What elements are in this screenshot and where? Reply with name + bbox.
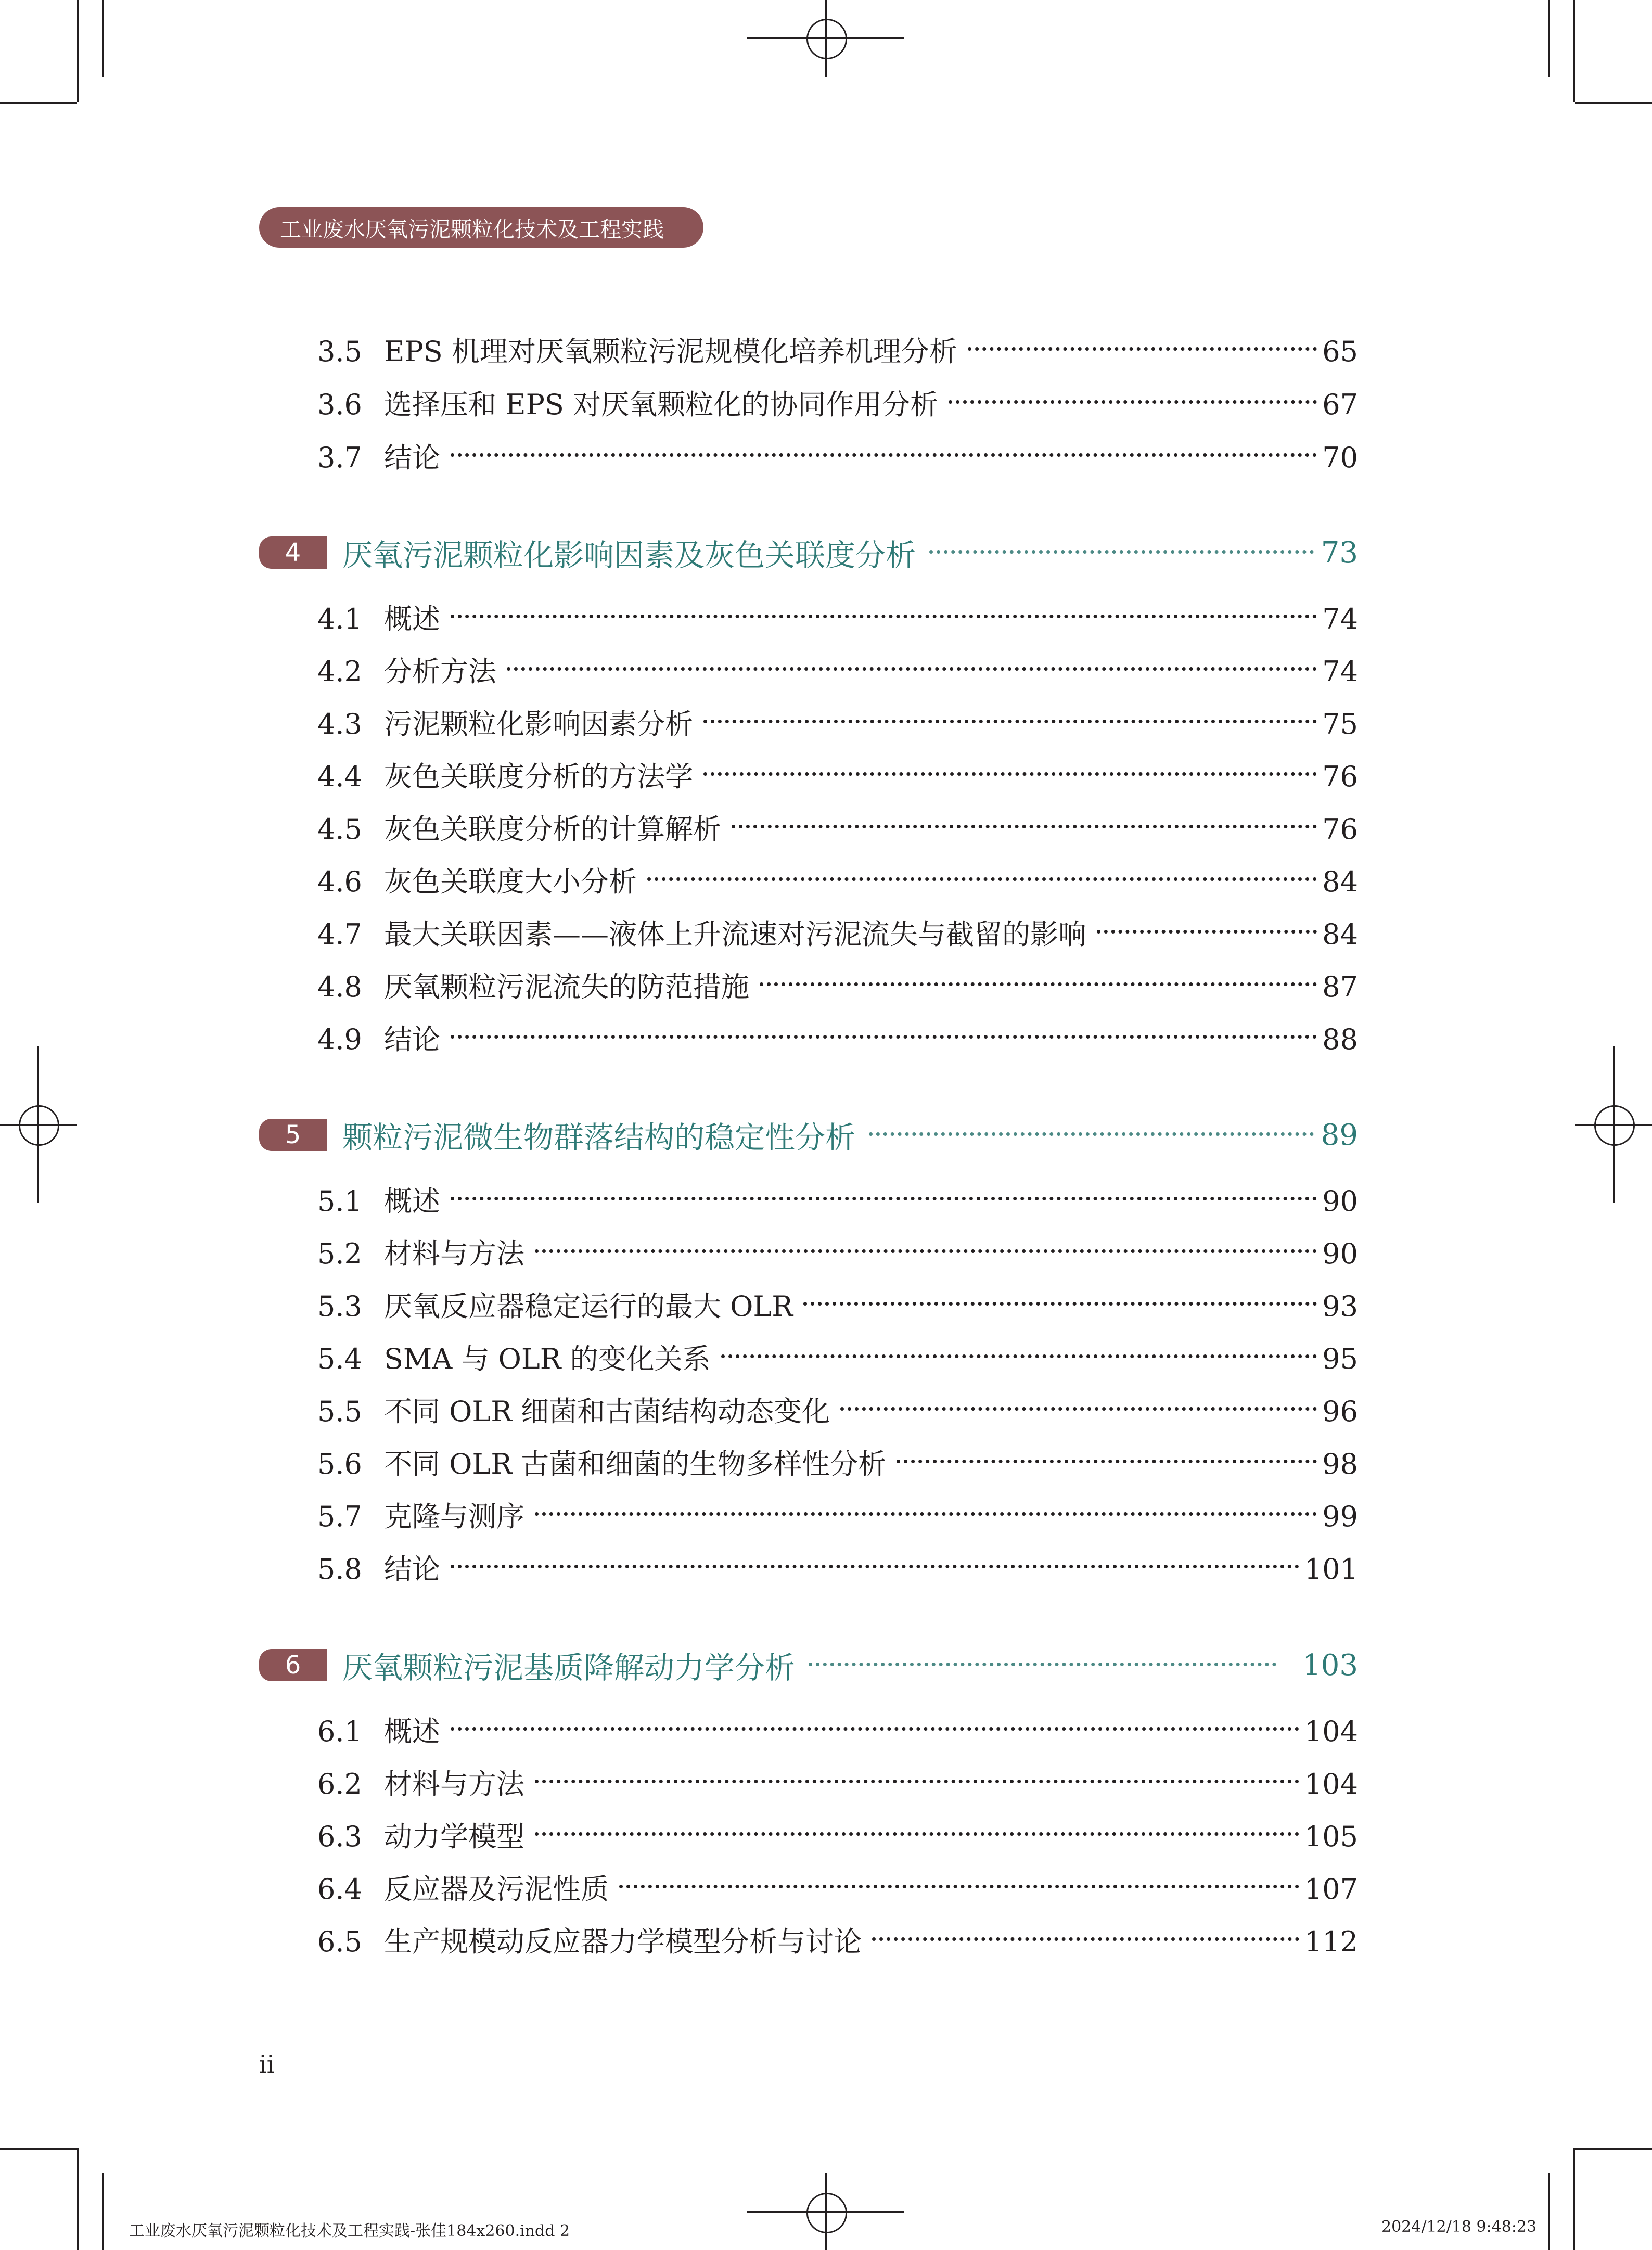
page-number: 76 — [1322, 813, 1358, 846]
chapter-number-badge: 6 — [259, 1649, 327, 1681]
section-title: 不同 OLR 细菌和古菌结构动态变化 — [384, 1395, 830, 1428]
toc-entry[interactable] — [317, 601, 1358, 637]
toc-entry[interactable] — [317, 1819, 1358, 1855]
section-number: 4.3 — [317, 708, 362, 740]
dot-leader — [535, 1780, 1299, 1783]
page-number: 105 — [1304, 1820, 1358, 1853]
section-number: 5.4 — [317, 1343, 362, 1375]
section-title: SMA 与 OLR 的变化关系 — [384, 1343, 711, 1375]
page-number: 107 — [1304, 1873, 1358, 1906]
page-number: 95 — [1322, 1343, 1358, 1375]
section-number: 4.6 — [317, 865, 362, 898]
section-number: 5.6 — [317, 1448, 362, 1480]
dot-leader — [732, 825, 1317, 828]
section-number: 6.1 — [317, 1715, 362, 1748]
dot-leader — [451, 1727, 1299, 1731]
section-number: 6.2 — [317, 1768, 362, 1800]
toc-entry[interactable] — [317, 1341, 1358, 1377]
running-header — [259, 207, 703, 248]
toc-entry[interactable] — [317, 387, 1358, 423]
dot-leader — [535, 1249, 1317, 1253]
dot-leader — [451, 453, 1317, 457]
chapter-page-number: 103 — [1302, 1648, 1358, 1682]
toc-entry[interactable] — [317, 1288, 1358, 1325]
registration-circle — [19, 1105, 59, 1146]
page-number: 84 — [1322, 918, 1358, 951]
section-number: 4.9 — [317, 1023, 362, 1056]
toc-entry[interactable] — [317, 1924, 1358, 1960]
page-number: 93 — [1322, 1290, 1358, 1323]
dot-leader — [840, 1407, 1317, 1411]
section-number: 4.5 — [317, 813, 362, 846]
section-title: 最大关联因素——液体上升流速对污泥流失与截留的影响 — [384, 918, 1086, 951]
page-number: 90 — [1322, 1237, 1358, 1270]
dot-leader — [451, 1035, 1317, 1039]
toc-entry[interactable] — [317, 969, 1358, 1005]
toc-entry[interactable] — [317, 1499, 1358, 1535]
section-title: 灰色关联度大小分析 — [384, 865, 637, 898]
section-title: 灰色关联度分析的计算解析 — [384, 813, 721, 846]
dot-leader — [451, 615, 1317, 618]
toc-entry[interactable] — [317, 334, 1358, 370]
section-title: 厌氧反应器稳定运行的最大 OLR — [384, 1290, 793, 1323]
chapter-title: 颗粒污泥微生物群落结构的稳定性分析 — [342, 1120, 856, 1155]
chapter-title: 厌氧颗粒污泥基质降解动力学分析 — [342, 1650, 796, 1685]
section-title: EPS 机理对厌氧颗粒污泥规模化培养机理分析 — [384, 335, 957, 368]
crop-mark — [102, 0, 104, 77]
toc-entry[interactable] — [317, 440, 1358, 476]
section-title: 概述 — [384, 1185, 440, 1218]
section-number: 4.1 — [317, 603, 362, 635]
crop-mark — [1573, 2148, 1575, 2250]
toc-entry[interactable] — [317, 811, 1358, 848]
toc-entry[interactable] — [317, 759, 1358, 795]
section-title: 材料与方法 — [384, 1237, 524, 1270]
dot-leader — [760, 982, 1317, 986]
section-title: 结论 — [384, 1553, 440, 1586]
dot-leader — [803, 1302, 1317, 1306]
print-slug-timestamp: 2024/12/18 9:48:23 — [1381, 2218, 1537, 2236]
page-number: 70 — [1322, 441, 1358, 474]
chapter-number-badge: 5 — [259, 1119, 327, 1151]
page-number: 65 — [1322, 335, 1358, 368]
section-title: 厌氧颗粒污泥流失的防范措施 — [384, 970, 749, 1003]
page-number: 84 — [1322, 865, 1358, 898]
page-number: 88 — [1322, 1023, 1358, 1056]
crop-mark — [1573, 0, 1575, 102]
dot-leader — [1097, 930, 1317, 934]
toc-entry[interactable] — [317, 1021, 1358, 1058]
chapter-heading[interactable] — [259, 1644, 1358, 1686]
page-number: 90 — [1322, 1185, 1358, 1218]
registration-circle — [1594, 1105, 1635, 1146]
crop-mark — [1575, 102, 1652, 104]
section-number: 3.5 — [317, 335, 362, 368]
section-number: 6.5 — [317, 1925, 362, 1958]
section-number: 4.7 — [317, 918, 362, 951]
crop-mark — [102, 2173, 104, 2250]
page-number: 112 — [1304, 1925, 1358, 1958]
dot-leader — [535, 1832, 1299, 1836]
chapter-heading[interactable] — [259, 532, 1358, 573]
page-number: 96 — [1322, 1395, 1358, 1428]
section-title: 结论 — [384, 1023, 440, 1056]
section-title: 概述 — [384, 1715, 440, 1748]
dot-leader — [507, 667, 1317, 671]
section-number: 5.7 — [317, 1500, 362, 1533]
dot-leader — [872, 1937, 1299, 1941]
section-number: 5.2 — [317, 1237, 362, 1270]
toc-entry[interactable] — [317, 1714, 1358, 1750]
book-title: 工业废水厌氧污泥颗粒化技术及工程实践 — [280, 216, 664, 242]
toc-entry[interactable] — [317, 1551, 1358, 1588]
section-number: 5.8 — [317, 1553, 362, 1586]
section-number: 5.1 — [317, 1185, 362, 1218]
section-number: 4.8 — [317, 970, 362, 1003]
toc-entry[interactable] — [317, 1871, 1358, 1908]
section-title: 动力学模型 — [384, 1820, 524, 1853]
dot-leader — [929, 550, 1314, 554]
dot-leader — [647, 877, 1317, 881]
toc-entry[interactable] — [317, 1394, 1358, 1430]
toc-entry[interactable] — [317, 706, 1358, 743]
chapter-number-badge: 4 — [259, 536, 327, 569]
page-number: 87 — [1322, 970, 1358, 1003]
section-title: 分析方法 — [384, 655, 496, 688]
dot-leader — [721, 1354, 1317, 1358]
registration-circle — [806, 2193, 847, 2233]
section-number: 6.3 — [317, 1820, 362, 1853]
registration-circle — [806, 19, 847, 59]
dot-leader — [968, 347, 1317, 351]
toc-entry[interactable] — [317, 1766, 1358, 1802]
section-number: 5.5 — [317, 1395, 362, 1428]
crop-mark — [0, 102, 77, 104]
crop-mark — [1548, 0, 1550, 77]
dot-leader — [619, 1885, 1299, 1888]
page-number: 75 — [1322, 708, 1358, 740]
folio-page-number: ii — [259, 2050, 275, 2078]
chapter-title: 厌氧污泥颗粒化影响因素及灰色关联度分析 — [342, 538, 916, 573]
print-slug-filename: 工业废水厌氧污泥颗粒化技术及工程实践-张佳184x260.indd 2 — [129, 2222, 570, 2240]
toc-entry[interactable] — [317, 654, 1358, 690]
toc-entry[interactable] — [317, 916, 1358, 953]
toc-entry[interactable] — [317, 864, 1358, 900]
crop-mark — [1575, 2148, 1652, 2150]
toc-entry[interactable] — [317, 1236, 1358, 1272]
page-number: 67 — [1322, 388, 1358, 421]
section-number: 5.3 — [317, 1290, 362, 1323]
section-title: 生产规模动反应器力学模型分析与讨论 — [384, 1925, 862, 1958]
section-title: 概述 — [384, 603, 440, 635]
section-number: 3.7 — [317, 441, 362, 474]
dot-leader — [703, 772, 1317, 776]
chapter-heading[interactable] — [259, 1114, 1358, 1156]
crop-mark — [0, 2148, 77, 2150]
page-number: 74 — [1322, 655, 1358, 688]
section-title: 材料与方法 — [384, 1768, 524, 1800]
section-title: 克隆与测序 — [384, 1500, 524, 1533]
section-title: 灰色关联度分析的方法学 — [384, 760, 693, 793]
dot-leader — [451, 1565, 1299, 1568]
dot-leader — [451, 1197, 1317, 1200]
section-title: 污泥颗粒化影响因素分析 — [384, 708, 693, 740]
crop-mark — [77, 0, 79, 102]
toc-entry[interactable] — [317, 1446, 1358, 1482]
page-number: 74 — [1322, 603, 1358, 635]
dot-leader — [949, 400, 1317, 404]
crop-mark — [77, 2148, 79, 2250]
section-number: 6.4 — [317, 1873, 362, 1906]
dot-leader — [809, 1663, 1276, 1666]
section-title: 结论 — [384, 441, 440, 474]
page-number: 99 — [1322, 1500, 1358, 1533]
dot-leader — [703, 720, 1317, 723]
section-number: 4.2 — [317, 655, 362, 688]
dot-leader — [535, 1512, 1317, 1516]
crop-mark — [1548, 2173, 1550, 2250]
section-title: 选择压和 EPS 对厌氧颗粒化的协同作用分析 — [384, 388, 939, 421]
dot-leader — [869, 1132, 1314, 1136]
chapter-page-number: 89 — [1321, 1118, 1358, 1152]
section-number: 3.6 — [317, 388, 362, 421]
dot-leader — [897, 1460, 1317, 1463]
toc-entry[interactable] — [317, 1183, 1358, 1220]
section-title: 反应器及污泥性质 — [384, 1873, 609, 1906]
page-number: 76 — [1322, 760, 1358, 793]
page-number: 104 — [1304, 1768, 1358, 1800]
page-number: 104 — [1304, 1715, 1358, 1748]
section-number: 4.4 — [317, 760, 362, 793]
page-number: 101 — [1304, 1553, 1358, 1586]
section-title: 不同 OLR 古菌和细菌的生物多样性分析 — [384, 1448, 887, 1480]
chapter-page-number: 73 — [1321, 535, 1358, 570]
page-number: 98 — [1322, 1448, 1358, 1480]
